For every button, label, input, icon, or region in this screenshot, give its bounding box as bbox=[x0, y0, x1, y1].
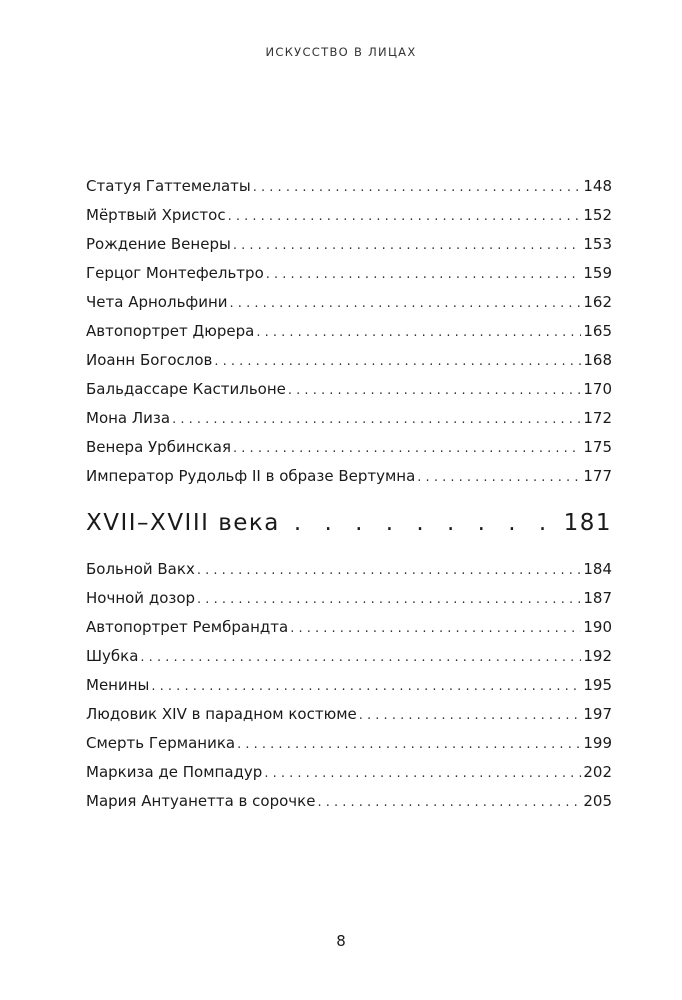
toc-entry-page: 153 bbox=[583, 235, 612, 253]
toc-entry bbox=[86, 642, 612, 671]
dot-leader bbox=[266, 260, 582, 289]
dot-leader bbox=[151, 672, 581, 701]
dot-leader bbox=[233, 231, 582, 260]
toc-entry bbox=[86, 729, 612, 758]
toc-entry bbox=[86, 671, 612, 700]
toc-entry-title: Автопортрет Рембрандта bbox=[86, 618, 289, 636]
toc-entry bbox=[86, 375, 612, 404]
toc-entry-title: Маркиза де Помпадур bbox=[86, 763, 263, 781]
dot-leader bbox=[197, 556, 582, 585]
running-head: ИСКУССТВО В ЛИЦАХ bbox=[265, 45, 417, 59]
dot-leader bbox=[317, 788, 581, 817]
toc-entry bbox=[86, 288, 612, 317]
dot-leader bbox=[140, 643, 581, 672]
dot-leader bbox=[294, 483, 556, 563]
toc-entry-title: Император Рудольф II в образе Вертумна bbox=[86, 467, 416, 485]
toc-entry bbox=[86, 172, 612, 201]
toc-entry bbox=[86, 433, 612, 462]
toc-entry-page: 168 bbox=[583, 351, 612, 369]
toc-entry-page: 165 bbox=[583, 322, 612, 340]
toc-entry-title: Венера Урбинская bbox=[86, 438, 232, 456]
dot-leader bbox=[253, 173, 582, 202]
toc-entry bbox=[86, 555, 612, 584]
dot-leader bbox=[230, 289, 582, 318]
toc-entry-title: Автопортрет Дюрера bbox=[86, 322, 255, 340]
dot-leader bbox=[228, 202, 582, 231]
toc-entry bbox=[86, 787, 612, 816]
toc-entry-page: 205 bbox=[583, 792, 612, 810]
toc-entry-title: Мёртвый Христос bbox=[86, 206, 226, 224]
section-heading bbox=[86, 483, 612, 563]
toc-entry-title: Смерть Германика bbox=[86, 734, 236, 752]
dot-leader bbox=[290, 614, 581, 643]
toc-entry bbox=[86, 613, 612, 642]
page-number: 8 bbox=[336, 932, 346, 950]
dot-leader bbox=[172, 405, 581, 434]
toc-entry-title: Бальдассаре Кастильоне bbox=[86, 380, 286, 398]
toc-entry-title: Ночной дозор bbox=[86, 589, 196, 607]
toc-entry-title: Мария Антуанетта в сорочке bbox=[86, 792, 316, 810]
toc-entry-page: 184 bbox=[583, 560, 612, 578]
toc-entry-title: Мона Лиза bbox=[86, 409, 171, 427]
toc-entry-page: 162 bbox=[583, 293, 612, 311]
dot-leader bbox=[214, 347, 581, 376]
toc-entry-page: 197 bbox=[583, 705, 612, 723]
dot-leader bbox=[237, 730, 581, 759]
toc-entry-page: 148 bbox=[583, 177, 612, 195]
toc-entry-page: 177 bbox=[583, 467, 612, 485]
dot-leader bbox=[233, 434, 581, 463]
toc-entry-page: 192 bbox=[583, 647, 612, 665]
toc-entry-title: Шубка bbox=[86, 647, 139, 665]
toc-entry-title: Герцог Монтефельтро bbox=[86, 264, 264, 282]
section-page: 181 bbox=[563, 510, 612, 536]
dot-leader bbox=[288, 376, 581, 405]
toc-entry-page: 187 bbox=[583, 589, 612, 607]
section-title: XVII–XVIII века bbox=[86, 510, 280, 536]
toc-entry bbox=[86, 346, 612, 375]
toc-entry bbox=[86, 758, 612, 787]
toc-entry bbox=[86, 230, 612, 259]
toc-entry-page: 202 bbox=[583, 763, 612, 781]
dot-leader bbox=[256, 318, 581, 347]
toc-entry-page: 152 bbox=[583, 206, 612, 224]
toc-entry-page: 170 bbox=[583, 380, 612, 398]
toc-entry bbox=[86, 317, 612, 346]
toc-entry bbox=[86, 700, 612, 729]
toc-entry bbox=[86, 259, 612, 288]
toc-entry bbox=[86, 404, 612, 433]
toc-entry-page: 190 bbox=[583, 618, 612, 636]
toc-entry-page: 159 bbox=[583, 264, 612, 282]
toc-entry-page: 172 bbox=[583, 409, 612, 427]
toc-entry-page: 195 bbox=[583, 676, 612, 694]
toc-entry-page: 175 bbox=[583, 438, 612, 456]
toc-entry-title: Рождение Венеры bbox=[86, 235, 231, 253]
toc-entry-title: Статуя Гаттемелаты bbox=[86, 177, 251, 195]
toc-entry-page: 199 bbox=[583, 734, 612, 752]
toc-entry bbox=[86, 584, 612, 613]
dot-leader bbox=[359, 701, 582, 730]
table-of-contents bbox=[86, 172, 612, 816]
toc-entry bbox=[86, 201, 612, 230]
toc-entry-title: Иоанн Богослов bbox=[86, 351, 213, 369]
toc-entry-title: Менины bbox=[86, 676, 150, 694]
toc-entry-title: Больной Вакх bbox=[86, 560, 195, 578]
toc-entry-title: Чета Арнольфини bbox=[86, 293, 228, 311]
dot-leader bbox=[197, 585, 581, 614]
dot-leader bbox=[264, 759, 581, 788]
toc-entry-title: Людовик XIV в парадном костюме bbox=[86, 705, 357, 723]
